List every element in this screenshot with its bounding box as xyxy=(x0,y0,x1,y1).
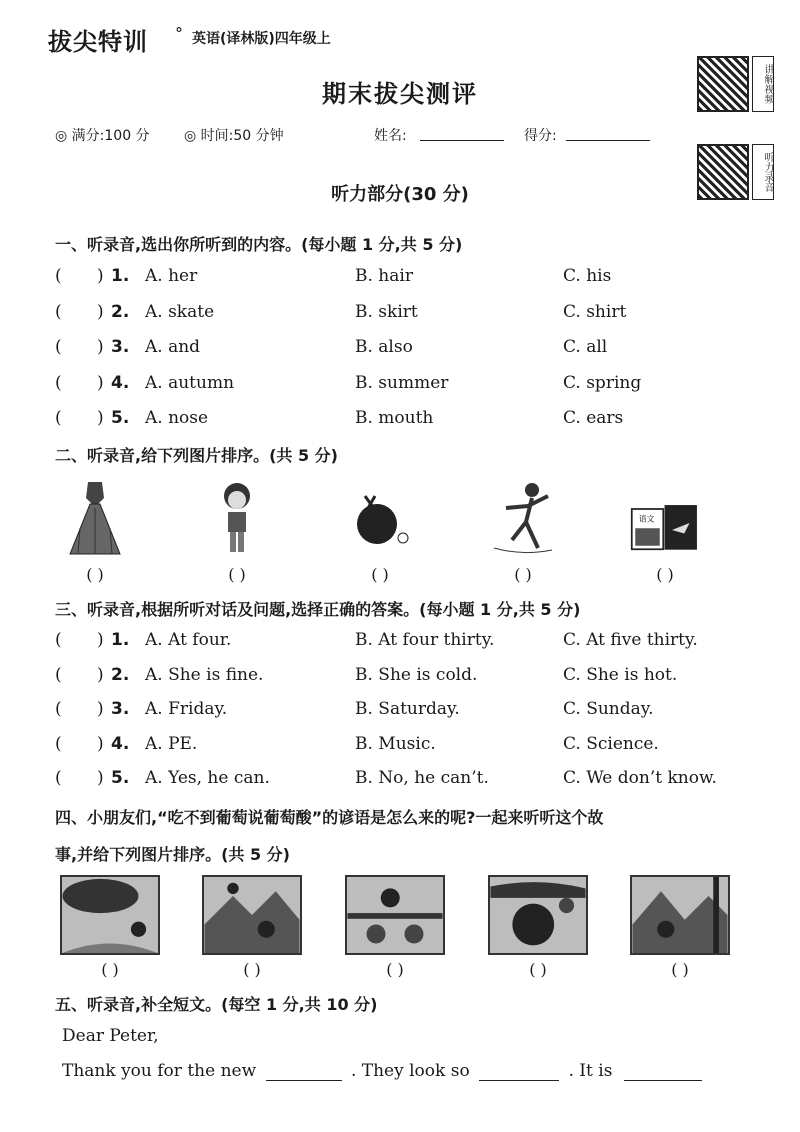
blank-2[interactable] xyxy=(479,1080,559,1081)
answer-bracket-open[interactable]: ( xyxy=(55,630,62,650)
answer-bracket-open[interactable]: ( xyxy=(55,337,62,357)
s2-answer-1[interactable]: ( ) xyxy=(86,565,104,584)
story-picture-1 xyxy=(60,875,160,955)
option-c: C. ears xyxy=(563,408,624,428)
option-c: C. At five thirty. xyxy=(563,630,698,650)
letter-text-3: . It is xyxy=(568,1061,613,1081)
question-number: 4. xyxy=(111,733,130,754)
option-c: C. spring xyxy=(563,372,642,393)
answer-bracket-open[interactable]: ( xyxy=(55,768,62,788)
option-b: B. She is cold. xyxy=(355,664,478,685)
question-number: 1. xyxy=(111,266,130,286)
option-b: B. Music. xyxy=(355,733,436,754)
s3-question-2 xyxy=(55,665,775,695)
qr-code-video[interactable] xyxy=(697,56,749,112)
option-a: A. At four. xyxy=(145,630,232,650)
answer-bracket-close: ) xyxy=(97,699,104,719)
question-number: 4. xyxy=(111,372,130,393)
answer-bracket-close: ) xyxy=(97,664,104,685)
option-a: A. She is fine. xyxy=(145,664,264,685)
score-field[interactable] xyxy=(566,125,650,141)
full-score: ◎ 满分:100 分 xyxy=(55,128,150,144)
option-b: B. summer xyxy=(355,372,449,393)
girl-picture xyxy=(202,478,272,558)
blank-1[interactable] xyxy=(266,1080,342,1081)
option-a: A. and xyxy=(145,337,201,357)
books-label: 语文 xyxy=(638,514,655,524)
answer-bracket-close: ) xyxy=(97,733,104,754)
question-number: 1. xyxy=(111,630,130,650)
question-number: 3. xyxy=(111,699,130,719)
listening-section-title: 听力部分(30 分) xyxy=(331,184,469,205)
answer-bracket-close: ) xyxy=(97,630,104,650)
s4-answer-5[interactable]: ( ) xyxy=(671,960,689,979)
option-c: C. Sunday. xyxy=(563,699,654,719)
section-4-title-line1: 四、小朋友们,“吃不到葡萄说葡萄酸”的谚语是怎么来的呢?一起来听听这个故 xyxy=(55,808,604,827)
skater-picture xyxy=(488,478,558,558)
option-c: C. Science. xyxy=(563,733,659,754)
s1-question-5 xyxy=(55,408,775,438)
s1-question-3 xyxy=(55,337,775,367)
brand-logo: 拔尖特训 xyxy=(48,28,148,56)
question-number: 5. xyxy=(111,408,130,428)
option-c: C. She is hot. xyxy=(563,664,678,685)
books-picture xyxy=(630,490,700,570)
page-title: 期末拔尖测评 xyxy=(322,80,478,108)
answer-bracket-open[interactable]: ( xyxy=(55,733,62,754)
option-a: A. nose xyxy=(145,408,209,428)
s3-question-1 xyxy=(55,630,775,660)
letter-text-2: . They look so xyxy=(350,1061,470,1081)
subject-label: 英语(译林版)四年级上 xyxy=(192,31,331,47)
option-b: B. Saturday. xyxy=(355,699,460,719)
s2-answer-3[interactable]: ( ) xyxy=(371,565,389,584)
option-a: A. her xyxy=(145,266,198,286)
answer-bracket-close: ) xyxy=(97,408,104,428)
qr-video-label: 讲解视频 xyxy=(752,56,774,112)
s2-answer-2[interactable]: ( ) xyxy=(228,565,246,584)
answer-bracket-open[interactable]: ( xyxy=(55,699,62,719)
question-number: 3. xyxy=(111,337,130,357)
question-number: 2. xyxy=(111,301,130,322)
story-picture-5 xyxy=(630,875,730,955)
letter-line-1 xyxy=(62,1061,702,1081)
brand-dot: ° xyxy=(175,24,183,43)
option-a: A. skate xyxy=(145,301,215,322)
answer-bracket-close: ) xyxy=(97,337,104,357)
answer-bracket-close: ) xyxy=(97,768,104,788)
answer-bracket-open[interactable]: ( xyxy=(55,664,62,685)
option-b: B. skirt xyxy=(355,301,418,322)
time-limit: ◎ 时间:50 分钟 xyxy=(184,128,284,144)
s4-answer-2[interactable]: ( ) xyxy=(243,960,261,979)
s1-question-1 xyxy=(55,266,775,296)
answer-bracket-open[interactable]: ( xyxy=(55,301,62,322)
answer-bracket-open[interactable]: ( xyxy=(55,408,62,428)
option-c: C. shirt xyxy=(563,301,627,322)
s4-answer-4[interactable]: ( ) xyxy=(529,960,547,979)
section-2-title: 二、听录音,给下列图片排序。(共 5 分) xyxy=(55,446,338,465)
answer-bracket-close: ) xyxy=(97,266,104,286)
name-field[interactable] xyxy=(420,125,504,141)
letter-greeting: Dear Peter, xyxy=(62,1026,159,1046)
s3-question-5 xyxy=(55,768,775,798)
section-4-title-line2: 事,并给下列图片排序。(共 5 分) xyxy=(55,845,290,864)
qr-audio-label: 听力录音 xyxy=(752,144,774,200)
ping-pong-picture xyxy=(345,478,415,558)
question-number: 5. xyxy=(111,768,130,788)
option-b: B. At four thirty. xyxy=(355,630,495,650)
s4-answer-3[interactable]: ( ) xyxy=(386,960,404,979)
name-label: 姓名: xyxy=(374,128,407,144)
section-3-title: 三、听录音,根据所听对话及问题,选择正确的答案。(每小题 1 分,共 5 分) xyxy=(55,600,581,619)
s1-question-4 xyxy=(55,373,775,403)
option-a: A. autumn xyxy=(145,372,235,393)
story-picture-3 xyxy=(345,875,445,955)
answer-bracket-open[interactable]: ( xyxy=(55,372,62,393)
letter-text-1: Thank you for the new xyxy=(62,1061,257,1081)
s1-question-2 xyxy=(55,302,775,332)
option-b: B. hair xyxy=(355,266,413,286)
option-b: B. No, he can’t. xyxy=(355,768,489,788)
section-5-title: 五、听录音,补全短文。(每空 1 分,共 10 分) xyxy=(55,995,378,1014)
option-b: B. mouth xyxy=(355,408,434,428)
s2-answer-4[interactable]: ( ) xyxy=(514,565,532,584)
question-number: 2. xyxy=(111,664,130,685)
answer-bracket-close: ) xyxy=(97,372,104,393)
answer-bracket-open[interactable]: ( xyxy=(55,266,62,286)
s4-answer-1[interactable]: ( ) xyxy=(101,960,119,979)
section-1-title: 一、听录音,选出你所听到的内容。(每小题 1 分,共 5 分) xyxy=(55,235,463,254)
option-a: A. Friday. xyxy=(145,699,228,719)
s3-question-3 xyxy=(55,699,775,729)
option-a: A. PE. xyxy=(145,733,198,754)
option-c: C. all xyxy=(563,337,608,357)
option-c: C. We don’t know. xyxy=(563,768,717,788)
option-c: C. his xyxy=(563,266,612,286)
dress-picture xyxy=(60,478,130,558)
s2-answer-5[interactable]: ( ) xyxy=(656,565,674,584)
story-picture-4 xyxy=(488,875,588,955)
score-label: 得分: xyxy=(524,128,557,144)
story-picture-2 xyxy=(202,875,302,955)
blank-3[interactable] xyxy=(624,1080,702,1081)
answer-bracket-close: ) xyxy=(97,301,104,322)
option-b: B. also xyxy=(355,337,413,357)
s3-question-4 xyxy=(55,734,775,764)
option-a: A. Yes, he can. xyxy=(145,768,270,788)
